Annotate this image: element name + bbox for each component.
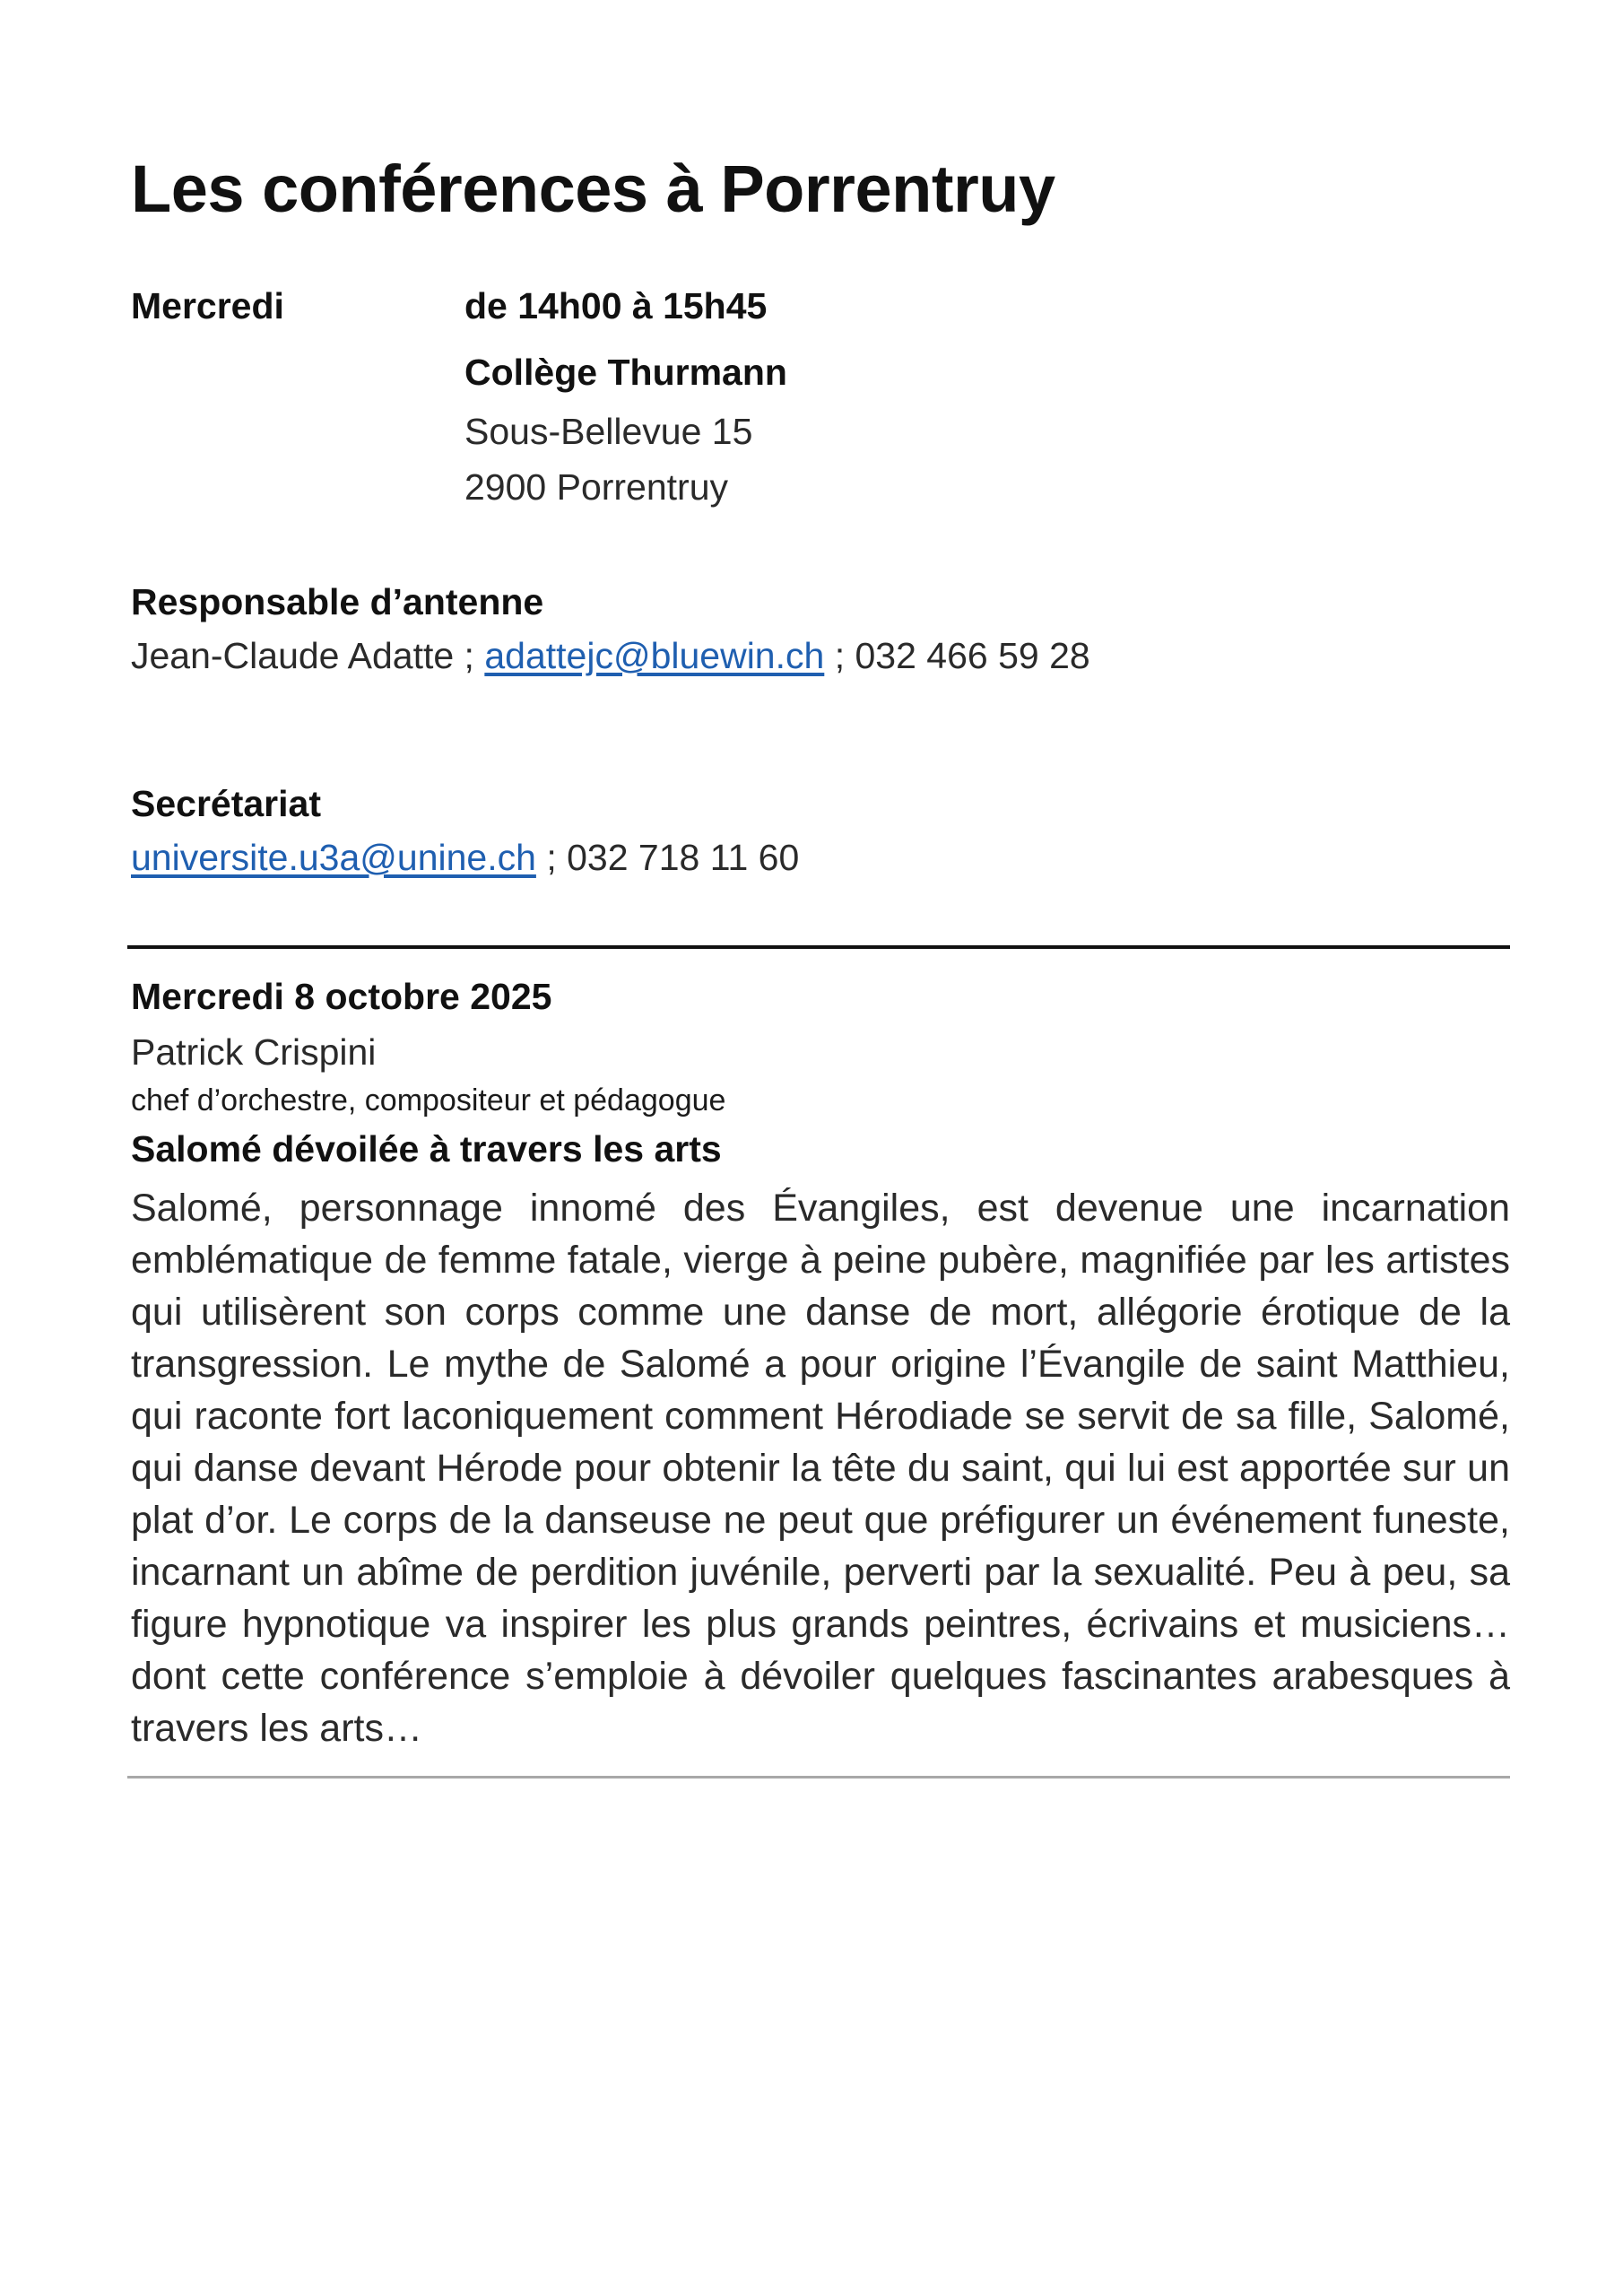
talk-description: Salomé, personnage innomé des Évangiles, est devenue une incarnation emblématique de femme fatale, vierge à peine pubère, magnifiée par les artistes qui utilisèrent son corps comme une danse de mort, allégorie érotique de la transgression. Le mythe de Salomé a pour origine l’Évangile de saint Matthieu, qui raconte fort laconiquement comment Hérodiade se servit de sa fille, Salomé, qui danse devant Hérode pour obtenir la tête du saint, qui lui est apportée sur un plat d’or. Le corps de la danseuse ne peut que préfigurer un événement funeste, incarnant un abîme de perdition juvénile, perverti par la sexualité. Peu à peu, sa figure hypnotique va inspirer les plus grands peintres, écrivains et musiciens… dont cette conférence s’emploie à dévoiler quelques fascinantes arabesques à travers les arts… bbox=[131, 1187, 1510, 1750]
speaker-name: Patrick Crispini bbox=[131, 1031, 377, 1073]
conference-date: Mercredi 8 octobre 2025 bbox=[131, 976, 552, 1017]
responsable-phone: ; 032 466 59 28 bbox=[834, 635, 1090, 676]
secretariat-phone: ; 032 718 11 60 bbox=[546, 837, 800, 878]
venue-street: Sous-Bellevue 15 bbox=[464, 411, 753, 452]
schedule-day bbox=[131, 285, 284, 327]
venue-name: Collège Thurmann bbox=[464, 352, 787, 393]
responsable-contact bbox=[131, 635, 1090, 677]
secretariat-contact bbox=[131, 837, 799, 879]
end-divider bbox=[127, 1776, 1510, 1779]
speaker-role: chef d’orchestre, compositeur et pédagogue bbox=[131, 1083, 726, 1118]
responsable-name: Jean-Claude Adatte ; bbox=[131, 635, 474, 676]
section-divider bbox=[127, 945, 1510, 949]
secretariat-heading: Secrétariat bbox=[131, 783, 321, 824]
schedule-time: de 14h00 à 15h45 bbox=[464, 285, 768, 326]
schedule-day-label: Mercredi bbox=[131, 285, 284, 326]
responsable-email-link[interactable]: adattejc@bluewin.ch bbox=[484, 635, 825, 676]
talk-title: Salomé dévoilée à travers les arts bbox=[131, 1128, 722, 1170]
responsable-heading: Responsable d’antenne bbox=[131, 581, 544, 622]
venue-city: 2900 Porrentruy bbox=[464, 466, 729, 508]
secretariat-email-link[interactable]: universite.u3a@unine.ch bbox=[131, 837, 536, 878]
page-title: Les conférences à Porrentruy bbox=[131, 152, 1055, 226]
